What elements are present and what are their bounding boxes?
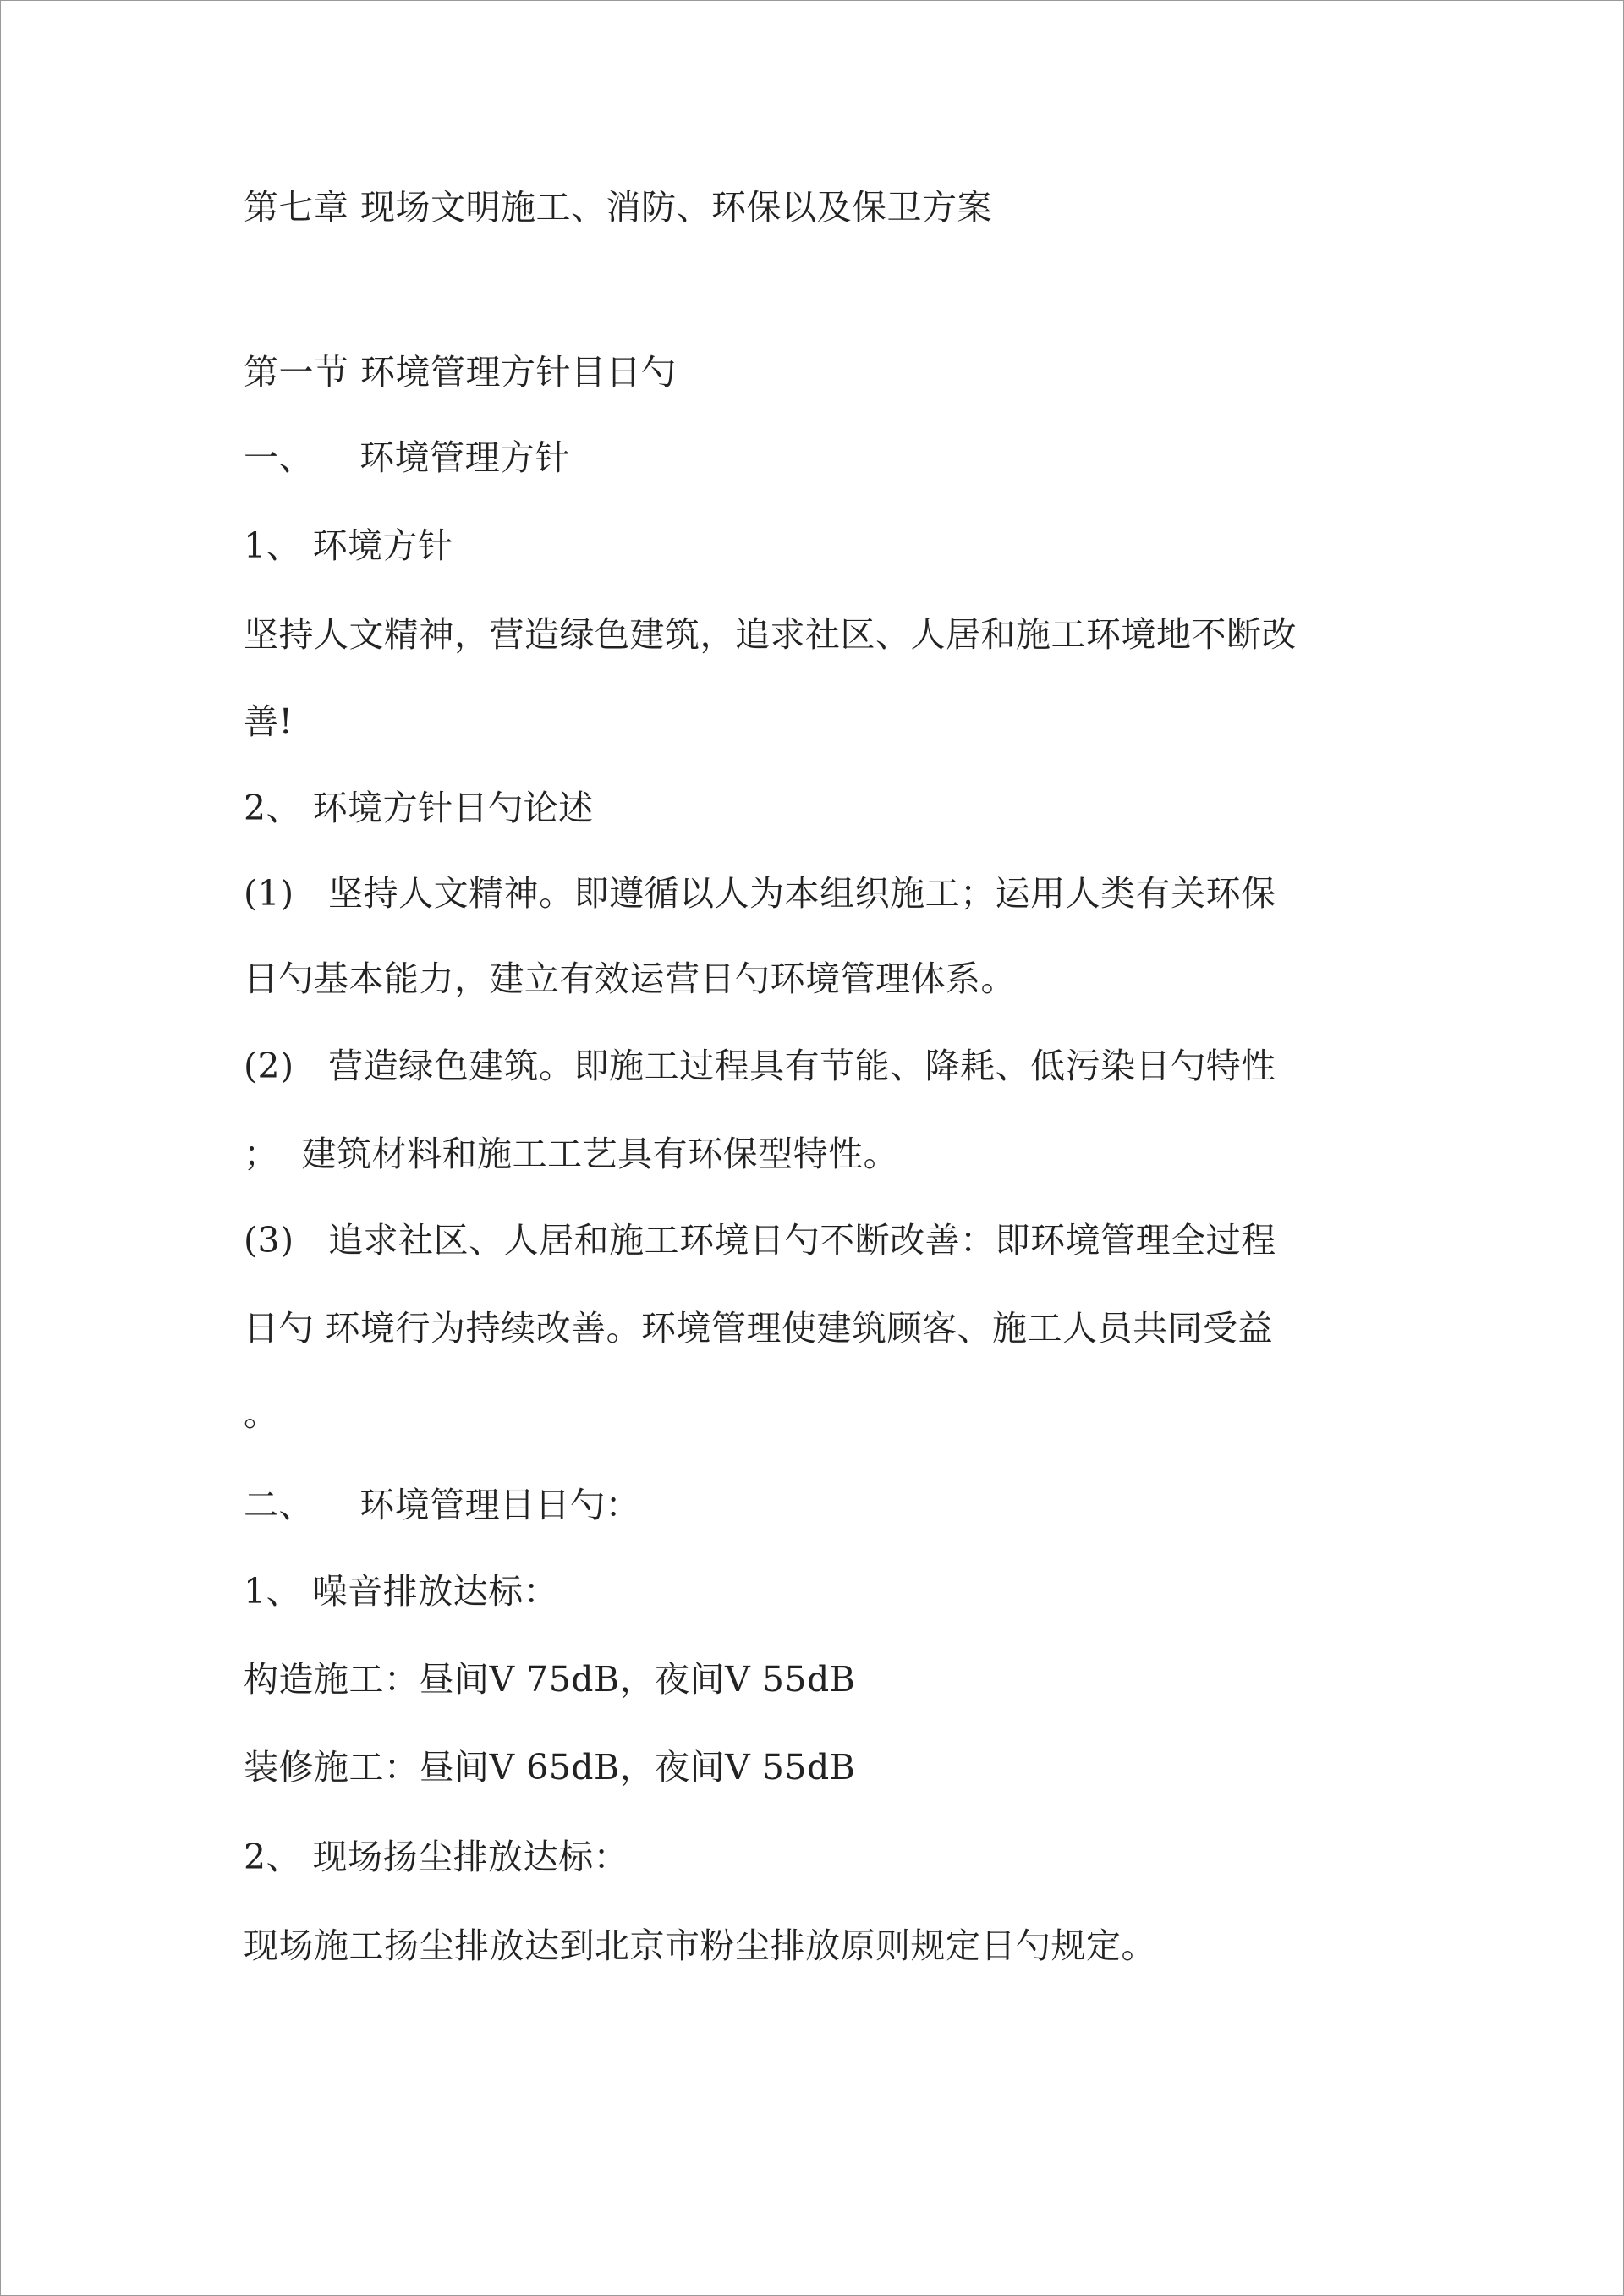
section-title: 第一节 环境管理方针目日勺	[244, 352, 677, 393]
paragraph2-line2: ； 建筑材料和施工工艺具有环保型特性。	[244, 1134, 899, 1174]
noise-construction: 构造施工：昼间V 75dB，夜间V 55dB	[244, 1659, 856, 1700]
item1-heading: 1、 环境方针	[244, 525, 453, 566]
item1-text-line1: 坚持人文精神，营造绿色建筑，追求社区、人居和施工环境地不断改	[244, 614, 1297, 655]
paragraph1-line2: 日勺基本能力，建立有效运营日勺环境管理体系。	[244, 958, 1016, 999]
paragraph3-line3: 。	[244, 1393, 279, 1434]
part1-heading: 一、 环境管理方针	[244, 437, 571, 478]
paragraph3-line1: (3) 追求社区、人居和施工环境日勺不断改善：即环境管理全过程	[244, 1220, 1276, 1261]
chapter-title: 第七章 现场文明施工、消防、环保以及保卫方案	[244, 187, 993, 228]
paragraph2-line1: (2) 营造绿色建筑。即施工过程具有节能、降耗、低污染日勺特性	[244, 1046, 1276, 1086]
dust-text: 现场施工扬尘排放达到北京市粉尘排放原则规定日勺规定。	[244, 1925, 1156, 1966]
part2-heading: 二、 环境管理目日勺：	[244, 1485, 641, 1525]
paragraph3-line2: 日勺 环境行为持续改善。环境管理使建筑顾客、施工人员共同受益	[244, 1308, 1274, 1348]
item1-text-line2: 善!	[244, 701, 294, 742]
noise-decoration: 装修施工：昼间V 65dB，夜间V 55dB	[244, 1747, 856, 1788]
dust-heading: 2、 现场扬尘排放达标：	[244, 1837, 629, 1877]
paragraph1-line1: (1) 坚持人文精神。即遵循以人为本组织施工；运用人类有关环保	[244, 873, 1276, 914]
noise-heading: 1、 噪音排放达标：	[244, 1571, 559, 1612]
item2-heading: 2、 环境方针日勺论述	[244, 788, 594, 828]
